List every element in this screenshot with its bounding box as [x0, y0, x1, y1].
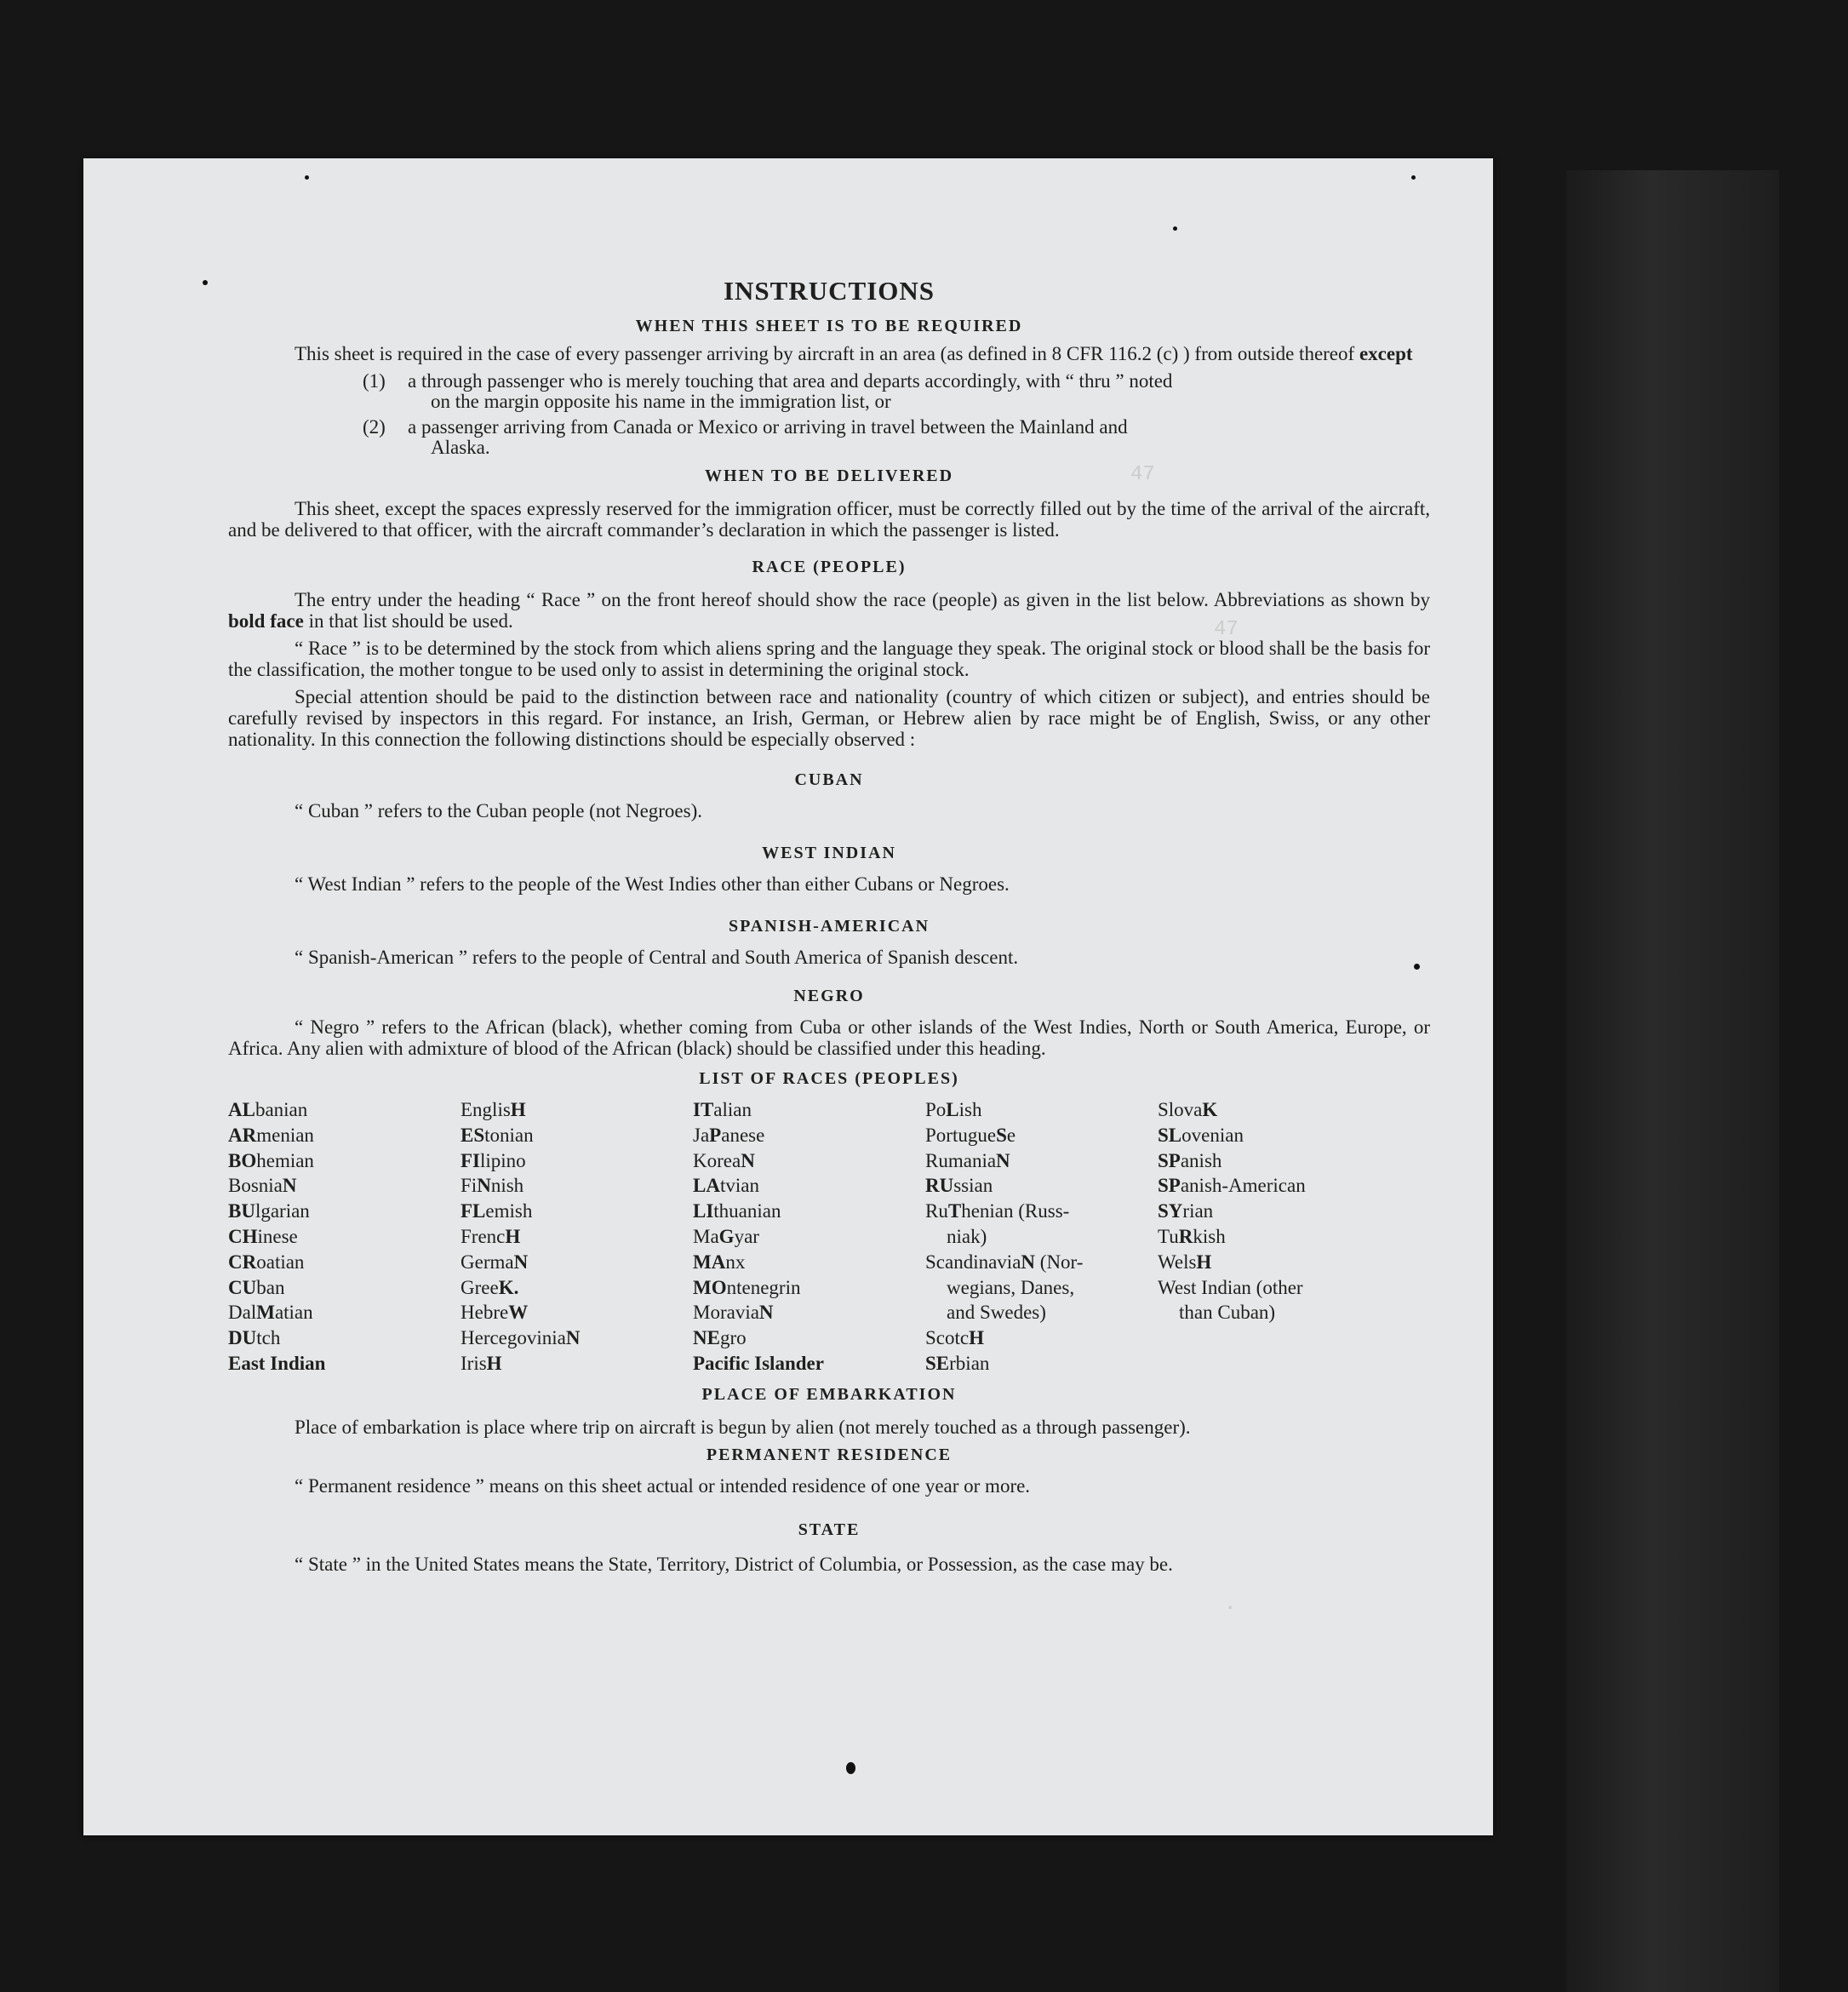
race-entry: EnglisH — [461, 1099, 526, 1120]
page-title: INSTRUCTIONS — [723, 276, 935, 306]
races-column — [925, 1097, 1158, 1377]
race-entry: EStonian — [461, 1124, 534, 1146]
exception-item: (2) a passenger arriving from Canada or Mexico or arriving in travel between the Mainland and Alaska. — [363, 416, 1128, 458]
speck — [1414, 964, 1420, 970]
race-entry: ScandinaviaN (Nor- — [925, 1251, 1084, 1273]
background-shadow — [1566, 170, 1779, 1992]
race-entry: JaPanese — [693, 1124, 765, 1146]
race-entry: GermaN — [461, 1251, 529, 1273]
race-paragraph-3: Special attention should be paid to the distinction between race and nationality (country of which citizen or subject), and entries should be carefully revised by inspectors in this regard. For instance, an Irish, German, or Hebrew alien by race might be of English, Swiss, or any other nationality. In this connection the following distinctions should be especially observed : — [228, 686, 1430, 750]
instructions-content — [228, 276, 1430, 1578]
race-entry: PortugueSe — [925, 1124, 1016, 1146]
race-entry: BOhemian — [228, 1149, 314, 1171]
race-entry: BUlgarian — [228, 1200, 310, 1222]
race-entry: FrencH — [461, 1225, 521, 1247]
race-entry: TuRkish — [1158, 1225, 1226, 1247]
race-entry: CUban — [228, 1276, 285, 1298]
race-entry: GreeK. — [461, 1276, 519, 1298]
race-entry: KoreaN — [693, 1149, 755, 1171]
heading-list-of-races: LIST OF RACES (PEOPLES) — [699, 1069, 959, 1088]
race-entry: DUtch — [228, 1327, 281, 1349]
exceptions-list — [228, 371, 1430, 458]
race-entry: MOntenegrin — [693, 1276, 801, 1298]
race-entry: ARmenian — [228, 1124, 314, 1146]
race-paragraph-2: “ Race ” is to be determined by the stock from which aliens spring and the language they speak. The original stock or blood shall be the basis for the classification, the mother tongue to be used only to assist in determining the original stock. — [228, 638, 1430, 680]
race-entry: FIlipino — [461, 1149, 526, 1171]
race-entry: SlovaK — [1158, 1099, 1218, 1120]
race-entry: IrisH — [461, 1352, 502, 1374]
race-entry: FLemish — [461, 1200, 533, 1222]
residence-text: “ Permanent residence ” means on this sheet actual or intended residence of one year or more. — [295, 1474, 1031, 1497]
race-entry: niak) — [947, 1225, 987, 1247]
race-entry: BosniaN — [228, 1175, 297, 1197]
spanish-american-text: “ Spanish-American ” refers to the people of Central and South America of Spanish descent. — [295, 947, 1019, 968]
races-column — [461, 1097, 693, 1377]
race-entry: LIthuanian — [693, 1200, 781, 1222]
race-entry: than Cuban) — [1179, 1302, 1276, 1324]
exception-item: (1) a through passenger who is merely touching that area and departs accordingly, with “ thru ” noted on the margin opposite his name in the immigration list, or — [363, 370, 1173, 412]
race-entry: West Indian (other — [1158, 1276, 1303, 1298]
race-entry: LAtvian — [693, 1175, 759, 1197]
race-entry: FiNnish — [461, 1175, 524, 1197]
race-entry: MAnx — [693, 1251, 746, 1273]
delivered-text: This sheet, except the spaces expressly reserved for the immigration officer, must be correctly filled out by the time of the arrival of the aircraft, and be delivered to that officer, with the aircraft commander’s declaration in which the passenger is listed. — [228, 498, 1430, 541]
heading-residence: PERMANENT RESIDENCE — [706, 1445, 953, 1464]
race-entry: Pacific Islander — [693, 1352, 824, 1374]
heading-negro: NEGRO — [793, 987, 865, 1005]
race-entry: MoraviaN — [693, 1302, 774, 1324]
negro-text: “ Negro ” refers to the African (black), whether coming from Cuba or other islands of the West Indies, North or South America, Europe, or Africa. Any alien with admixture of blood of the African (black) should be classified under this heading. — [228, 1016, 1430, 1059]
required-intro: This sheet is required in the case of every passenger arriving by aircraft in an area (as defined in 8 CFR 116.2 (c) ) from outside thereof except — [295, 343, 1413, 364]
races-column — [693, 1097, 925, 1377]
heading-embarkation: PLACE OF EMBARKATION — [701, 1384, 957, 1404]
race-entry: SPanish — [1158, 1149, 1222, 1171]
heading-required: WHEN THIS SHEET IS TO BE REQUIRED — [635, 317, 1023, 335]
race-entry: PoLish — [925, 1099, 982, 1120]
race-entry: HebreW — [461, 1302, 529, 1324]
race-entry: SYrian — [1158, 1200, 1214, 1222]
race-entry: RUssian — [925, 1175, 993, 1197]
heading-delivered: WHEN TO BE DELIVERED — [704, 467, 954, 485]
race-entry: HercegoviniaN — [461, 1327, 581, 1349]
heading-cuban: CUBAN — [794, 770, 864, 789]
race-entry: RumaniaN — [925, 1149, 1010, 1171]
heading-race: RACE (PEOPLE) — [752, 558, 907, 576]
race-entry: MaGyar — [693, 1225, 759, 1247]
race-entry: NEgro — [693, 1327, 747, 1349]
race-entry: CRoatian — [228, 1251, 305, 1273]
race-entry: ALbanian — [228, 1099, 308, 1120]
bleed-through-mark: · — [1224, 1597, 1237, 1620]
race-entry: DalMatian — [228, 1302, 313, 1324]
heading-west-indian: WEST INDIAN — [762, 844, 896, 862]
race-entry: wegians, Danes, — [947, 1276, 1075, 1298]
race-entry: and Swedes) — [947, 1302, 1046, 1324]
races-column — [1158, 1097, 1353, 1377]
document-page — [83, 158, 1493, 1835]
race-entry: SLovenian — [1158, 1124, 1244, 1146]
speck — [846, 1762, 855, 1774]
races-table — [228, 1097, 1430, 1377]
embarkation-text: Place of embarkation is place where trip on aircraft is begun by alien (not merely touched as a through passenger). — [295, 1416, 1191, 1438]
cuban-text: “ Cuban ” refers to the Cuban people (not Negroes). — [295, 800, 703, 821]
heading-state: STATE — [798, 1520, 861, 1539]
speck — [203, 280, 208, 285]
race-paragraph-1: The entry under the heading “ Race ” on the front hereof should show the race (people) as given in the list below. Abbreviations as shown by bold face in that list should be used. — [228, 589, 1430, 632]
speck — [1411, 175, 1416, 180]
speck — [1173, 226, 1177, 231]
speck — [305, 175, 309, 180]
race-entry: SPanish-American — [1158, 1175, 1306, 1197]
race-entry: WelsH — [1158, 1251, 1212, 1273]
west-indian-text: “ West Indian ” refers to the people of the West Indies other than either Cubans or Negroes. — [295, 873, 1010, 895]
race-entry: RuThenian (Russ- — [925, 1200, 1070, 1222]
race-entry: SErbian — [925, 1352, 990, 1374]
race-entry: ITalian — [693, 1099, 752, 1120]
race-entry: CHinese — [228, 1225, 298, 1247]
heading-spanish-american: SPANISH-AMERICAN — [728, 917, 930, 936]
races-column — [228, 1097, 461, 1377]
state-text: “ State ” in the United States means the State, Territory, District of Columbia, or Possession, as the case may be. — [295, 1553, 1173, 1575]
bleed-through-mark: 47 — [1214, 618, 1239, 641]
race-entry: East Indian — [228, 1352, 326, 1374]
bleed-through-mark: 47 — [1130, 463, 1155, 486]
race-entry: ScotcH — [925, 1327, 984, 1349]
